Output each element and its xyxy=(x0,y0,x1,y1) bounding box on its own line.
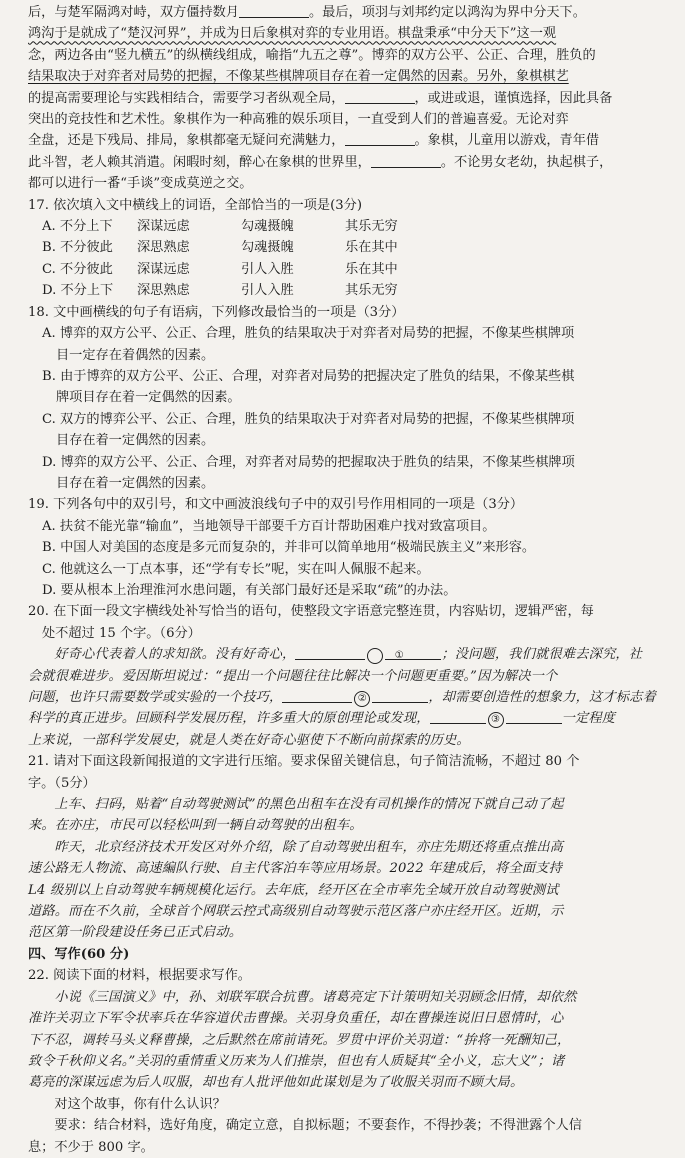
option-a[interactable]: A. 扶贫不能光靠“输血”，当地领导干部要千方百计帮助困难户找对致富项目。 xyxy=(42,518,496,534)
option-word: 勾魂摄魄 xyxy=(241,240,294,256)
option-text: 牌项目存在着一定偶然的因素。 xyxy=(56,390,241,406)
option-c[interactable]: C. 他就这么一丁点本事，还“学有专长”呢，实在叫人佩服不起来。 xyxy=(42,561,430,577)
passage-line: 准许关羽立下军令状率兵在华容道伏击曹操。关羽身负重任，却在曹操连说旧日恩情时，心 xyxy=(28,1011,564,1027)
option-b[interactable] xyxy=(28,237,673,258)
passage-line: 昨天，北京经济技术开发区对外介绍，除了自动驾驶出租车，亦庄先期还将重点推出高 xyxy=(54,839,564,855)
passage-line xyxy=(28,88,673,109)
question-title: 17. 依次填入文中横线上的词语，全部恰当的一项是(3分) xyxy=(28,197,362,213)
passage-line xyxy=(28,66,673,87)
answer-blank-3[interactable] xyxy=(506,710,562,724)
question-17 xyxy=(28,195,673,302)
answer-blank-1[interactable] xyxy=(385,646,441,660)
passage-line: 小说《三国演义》中，孙、刘联军联合抗曹。诸葛亮定下计策明知关羽顾念旧情，却依然 xyxy=(54,989,577,1005)
writing-question: 对这个故事，你有什么认识？ xyxy=(54,1096,226,1112)
passage-line: 来。在亦庄，市民可以轻松叫到一辆自动驾驶的出租车。 xyxy=(28,818,363,834)
option-a[interactable] xyxy=(28,216,673,237)
passage-line xyxy=(28,708,673,729)
answer-blank-1[interactable] xyxy=(295,646,365,660)
option-word: 深思熟虑 xyxy=(137,240,190,256)
passage-text: 念，两边各由“竖九横五”的纵横线组成，喻指“九五之尊”。博弈的双方公平、公正、合理，胜负的 xyxy=(28,47,596,63)
option-word: 乐在其中 xyxy=(345,261,398,277)
passage-text: 的提高需要理论与实践相结合，需要学习者纵观全局， xyxy=(28,90,345,106)
question-title: 20. 在下面一段文字横线处补写恰当的语句，使整段文字语意完整连贯，内容贴切，逻辑严密，每 xyxy=(28,604,594,620)
question-22 xyxy=(28,965,673,1158)
answer-blank-2[interactable] xyxy=(372,689,428,703)
option-word: D. 不分上下 xyxy=(42,283,114,299)
passage-text: ，却需要创造性的想象力，这才标志着 xyxy=(428,690,656,705)
writing-requirements: 息；不少于 800 字。 xyxy=(28,1139,154,1155)
passage-line: 下不忍，调转马头义释曹操，之后默然在席前请死。罗贯中评价关羽道：“拚将一死酬知己， xyxy=(28,1032,571,1048)
passage-line: 道路。而在不久前，全球首个网联云控式高级别自动驾驶示范区落户亦庄经开区。近期，示 xyxy=(28,904,564,920)
passage-line xyxy=(28,109,673,130)
option-text: 目一定存在着偶然的因素。 xyxy=(56,347,215,363)
passage-line xyxy=(28,152,673,173)
passage-text: 一定程度 xyxy=(561,711,616,727)
passage-line: 上来说，一部科学发展史，就是人类在好奇心驱使下不断向前探索的历史。 xyxy=(28,732,470,748)
passage-line xyxy=(28,687,673,708)
passage-line: 速公路无人物流、高速編队行驶、自主代客泊车等应用场景。2022 年建成后，将全面支持 xyxy=(28,861,563,877)
passage-line xyxy=(28,23,673,44)
option-text: D. 博弈的双方公平、公正、合理，对弈者对局势的把握取决于胜负的结果，不像某些棋牌项 xyxy=(42,454,575,470)
question-19 xyxy=(28,494,673,601)
passage-line xyxy=(28,45,673,66)
option-a[interactable] xyxy=(28,323,673,366)
option-word: C. 不分彼此 xyxy=(42,261,113,277)
option-b[interactable]: B. 中国人对美国的态度是多元而复杂的，并非可以简单地用“极端民族主义”来形容。 xyxy=(42,540,536,556)
option-d[interactable] xyxy=(28,452,673,495)
question-title: 22. 阅读下面的材料，根据要求写作。 xyxy=(28,968,251,984)
blank-number-3: ③ xyxy=(488,712,504,728)
q22-passage xyxy=(28,987,673,1094)
passage-line: 会就很难进步。爱因斯坦说过：“提出一个问题往往比解决一个问题更重要。”因为解决一个 xyxy=(28,668,558,684)
option-word: 深谋远虑 xyxy=(137,219,190,235)
answer-blank xyxy=(371,154,441,168)
option-word: B. 不分彼此 xyxy=(42,240,113,256)
blank-number-1: ① xyxy=(367,648,383,664)
passage-text: 科学的真正进步。回顾科学发展历程，许多重大的原创理论或发现， xyxy=(28,711,430,727)
passage-section xyxy=(28,2,673,195)
option-b[interactable] xyxy=(28,366,673,409)
q20-passage xyxy=(28,644,673,751)
option-word: 深思熟虑 xyxy=(137,283,190,299)
option-word: 引人入胜 xyxy=(241,261,294,277)
passage-line xyxy=(28,2,673,23)
option-word: 其乐无穷 xyxy=(345,219,398,235)
option-text: C. 双方的博弈公平、公正、合理，胜负的结果取决于对弈者对局势的把握，不像某些棋牌项 xyxy=(42,411,575,427)
passage-text: 全盘，还是下残局、排局，象棋都毫无疑问充满魅力， xyxy=(28,133,345,149)
underlined-sentence: 结果取决于对弈者对局势的把握，不像某些棋牌项目存在着一定偶然的因素。另外，象棋棋艺 xyxy=(28,69,569,85)
option-d[interactable]: D. 要从根本上治理淮河水患问题，有关部门最好还是采取“疏”的办法。 xyxy=(42,582,457,598)
question-title: 21. 请对下面这段新闻报道的文字进行压缩。要求保留关键信息，句子简洁流畅，不超过 80 个 xyxy=(28,754,580,770)
blank-number-2: ② xyxy=(354,691,370,707)
option-c[interactable] xyxy=(28,259,673,280)
question-21 xyxy=(28,751,673,944)
passage-line: L4 级别以上自动驾驶车辆规模化运行。去年底，经开区在全市率先全域开放自动驾驶测试 xyxy=(28,882,559,898)
option-word: 乐在其中 xyxy=(345,240,398,256)
passage-line xyxy=(28,644,673,665)
answer-blank xyxy=(239,4,309,18)
answer-blank xyxy=(345,132,415,146)
answer-blank-2[interactable] xyxy=(282,689,352,703)
answer-blank-3[interactable] xyxy=(430,710,486,724)
passage-text: 。最后，项羽与刘邦约定以鸿沟为界中分天下。 xyxy=(309,5,586,20)
option-word: 引人入胜 xyxy=(241,283,294,299)
passage-line: 范区第一阶段建设任务已正式启动。 xyxy=(28,925,243,941)
passage-text: 此斗智，老人赖其消遣。闲暇时刻，醉心在象棋的世界里， xyxy=(28,154,371,170)
option-c[interactable] xyxy=(28,409,673,452)
option-text: B. 由于博弈的双方公平、公正、合理，对弈者对局势的把握决定了胜负的结果，不像某些棋 xyxy=(42,368,575,384)
passage-line: 上车、扫码，贴着“自动驾驶测试”的黑色出租车在没有司机操作的情况下就自己动了起 xyxy=(54,797,564,813)
passage-text: 突出的竞技性和艺术性。象棋作为一种高雅的娱乐项目，一直受到人们的普遍喜爱。无论对弈 xyxy=(28,112,569,128)
option-word: 其乐无穷 xyxy=(345,283,398,299)
passage-line: 葛亮的深谋远虑为后人叹服，却也有人批评他如此谋划是为了收服关羽而不顾大局。 xyxy=(28,1075,524,1091)
option-text: A. 博弈的双方公平、公正、合理，胜负的结果取决于对弈者对局势的把握，不像某些棋牌项 xyxy=(42,326,575,342)
passage-text: 都可以进行一番“手谈”变成莫逆之交。 xyxy=(28,176,253,192)
q21-passage xyxy=(28,794,673,944)
passage-text: ；没问题，我们就很难去深究，社 xyxy=(441,647,643,663)
wavy-underlined-sentence: 鸿沟于是就成了“楚汉河界”，并成为日后象棋对弈的专业用语。棋盘秉承“中分天下”这一观 xyxy=(28,26,557,42)
passage-line: 致令千秋仰义名。”关羽的重情重义历来为人们推崇，但也有人质疑其“全小义，忘大义”；诸 xyxy=(28,1053,565,1069)
question-title: 处不超过 15 个字。（6分） xyxy=(42,625,201,641)
passage-text: ，或进或退，谨慎选择，因此具备 xyxy=(414,90,613,106)
passage-text: 。不论男女老幼，执起棋子， xyxy=(440,154,613,170)
question-title: 18. 文中画横线的句子有语病，下列修改最恰当的一项是（3分） xyxy=(28,304,405,320)
option-word: 深谋远虑 xyxy=(137,261,190,277)
question-20 xyxy=(28,601,673,751)
option-text: 目存在着一定偶然的因素。 xyxy=(56,475,215,491)
question-title: 19. 下列各句中的双引号，和文中画波浪线句子中的双引号作用相同的一项是（3分） xyxy=(28,497,524,513)
option-word: A. 不分上下 xyxy=(42,219,113,235)
question-title: 字。（5分） xyxy=(28,775,96,791)
passage-text: 好奇心代表着人的求知欲。没有好奇心， xyxy=(54,647,296,663)
answer-blank xyxy=(345,90,415,104)
option-d[interactable] xyxy=(28,280,673,301)
writing-requirements: 要求：结合材料，选好角度，确定立意，自拟标题；不要套作，不得抄袭；不得泄露个人信 xyxy=(54,1118,582,1134)
section-heading: 四、写作(60 分) xyxy=(28,946,130,962)
passage-text: 问题，也许只需要数学或实验的一个技巧， xyxy=(28,690,283,705)
passage-text: 。象棋，儿童用以游戏，青年借 xyxy=(414,133,600,149)
option-text: 目存在着一定偶然的因素。 xyxy=(56,433,215,449)
question-18 xyxy=(28,302,673,495)
passage-line xyxy=(28,173,673,194)
option-word: 勾魂摄魄 xyxy=(241,219,294,235)
passage-text: 后，与楚军隔鸿对峙，双方僵持数月 xyxy=(28,5,239,20)
passage-line xyxy=(28,130,673,151)
